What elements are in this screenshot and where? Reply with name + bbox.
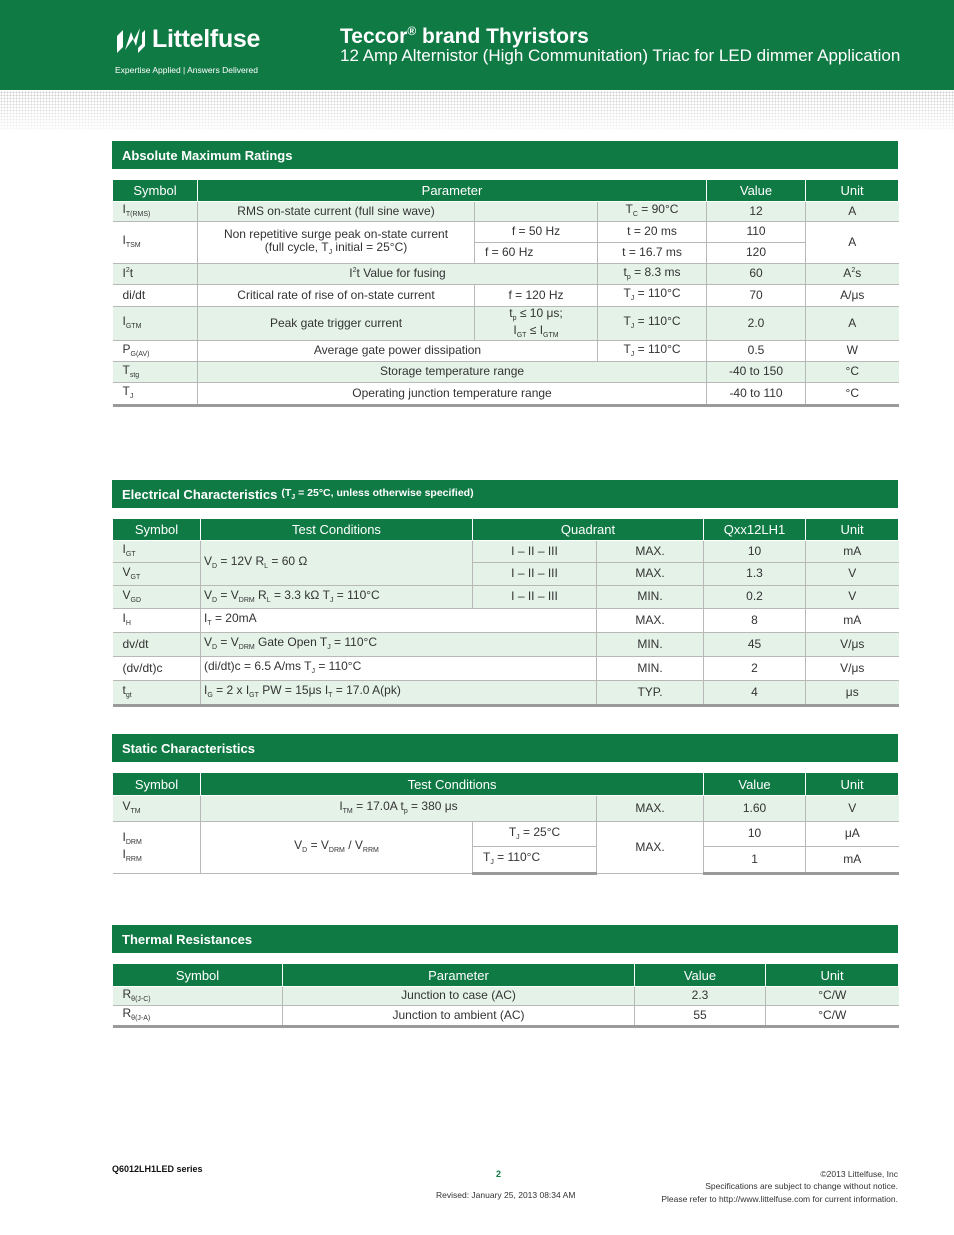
table-row [113, 987, 899, 1006]
table-header-row [113, 964, 899, 987]
unit-cell: V [806, 796, 899, 822]
test-condition-cell: $V_D = V_{DRM} / V_{RRM}$ [201, 822, 473, 874]
condition-cell: t = 20 ms [598, 222, 707, 243]
col-header-value: Value [707, 180, 806, 202]
frequency-cell: f = 60 Hz [475, 243, 598, 264]
unit-cell: μs [806, 681, 899, 706]
footer-series: Q6012LH1LED series [112, 1164, 203, 1174]
unit-cell: °C/W [766, 987, 899, 1006]
table-row [113, 264, 899, 285]
value-cell: 1.60 [704, 796, 806, 822]
symbol-cell: $I_{DRM}$ $I_{RRM}$ [113, 822, 201, 874]
col-header-unit: Unit [806, 519, 899, 541]
section-title-absolute-maximum-ratings: Absolute Maximum Ratings [112, 141, 898, 169]
copyright-text: ©2013 Littelfuse, Inc [820, 1169, 898, 1179]
symbol-cell: $V_{TM}$ [113, 796, 201, 822]
limit-cell: MAX. [597, 796, 704, 822]
value-cell: 2.0 [707, 307, 806, 341]
limit-cell: MAX. [597, 609, 704, 633]
table-row [113, 1006, 899, 1027]
test-condition-cell: $I_{TM} = 17.0A$ $t_p = 380$ μs [201, 796, 597, 822]
col-header-symbol: Symbol [113, 180, 198, 202]
static-characteristics-table [112, 772, 899, 875]
table-row [113, 202, 899, 222]
value-cell: 4 [704, 681, 806, 706]
table-row [113, 796, 899, 822]
page-number: 2 [496, 1169, 502, 1179]
table-row [113, 633, 899, 657]
parameter-cell: Junction to ambient (AC) [283, 1006, 635, 1027]
col-header-test-conditions: Test Conditions [201, 773, 704, 796]
limit-cell: MAX. [597, 541, 704, 563]
condition-cell: $T_J = 110^\circ C$ [598, 341, 707, 362]
refer-text: Please refer to http://www.littelfuse.com for current information. [661, 1193, 898, 1204]
frequency-cell: f = 50 Hz [475, 222, 598, 243]
unit-cell: μA [806, 822, 899, 847]
unit-cell: W [806, 341, 899, 362]
footer-legal [661, 1168, 898, 1205]
logo-tagline: Expertise Applied | Answers Delivered [115, 65, 259, 75]
parameter-cell: Storage temperature range [198, 362, 707, 383]
col-header-test-conditions: Test Conditions [201, 519, 473, 541]
symbol-cell: $I_{TSM}$ [113, 222, 198, 264]
table-row [113, 541, 899, 563]
unit-cell: mA [806, 609, 899, 633]
col-header-value: Value [635, 964, 766, 987]
temperature-cell: $T_J = 25^\circ C$ [473, 822, 597, 847]
value-cell: 2 [704, 657, 806, 681]
symbol-cell: $T_J$ [113, 383, 198, 406]
condition-cell: t = 16.7 ms [598, 243, 707, 264]
test-condition-cell: $V_D = V_{DRM}$ $R_L = 3.3$ kΩ $T_J = 110^\circ C$ [201, 586, 473, 609]
symbol-cell: $I^2t$ [113, 264, 198, 285]
col-header-parameter: Parameter [198, 180, 707, 202]
parameter-cell: Peak gate trigger current [198, 307, 475, 341]
quadrant-cell: I – II – III [473, 586, 597, 609]
condition-cell: $t_p = 8.3$ ms [598, 264, 707, 285]
empty-cell [475, 202, 598, 222]
value-cell: 55 [635, 1006, 766, 1027]
value-cell: 2.3 [635, 987, 766, 1006]
value-cell: 8 [704, 609, 806, 633]
col-header-quadrant: Quadrant [473, 519, 704, 541]
col-header-symbol: Symbol [113, 519, 201, 541]
symbol-cell: $I_{GTM}$ [113, 307, 198, 341]
condition-cell: $T_C = 90^\circ C$ [598, 202, 707, 222]
table-row [113, 383, 899, 406]
littelfuse-logo-icon [114, 26, 148, 56]
parameter-cell: Junction to case (AC) [283, 987, 635, 1006]
value-cell: -40 to 110 [707, 383, 806, 406]
col-header-unit: Unit [766, 964, 899, 987]
unit-cell: V/μs [806, 633, 899, 657]
page-subtitle: 12 Amp Alternistor (High Communitation) Triac for LED dimmer Application [340, 46, 901, 65]
value-cell: 0.5 [707, 341, 806, 362]
table-row [113, 341, 899, 362]
unit-cell: A [806, 307, 899, 341]
revision-date: Revised: January 25, 2013 08:34 AM [436, 1190, 576, 1200]
symbol-cell: $I_{GT}$ [113, 541, 201, 563]
unit-cell: °C/W [766, 1006, 899, 1027]
table-row [113, 822, 899, 847]
test-condition-cell: $V_D = V_{DRM}$ Gate Open $T_J = 110^\circ C$ [201, 633, 597, 657]
unit-cell: $A^2s$ [806, 264, 899, 285]
unit-cell: A [806, 222, 899, 264]
value-cell: 120 [707, 243, 806, 264]
unit-cell: A [806, 202, 899, 222]
limit-cell: MIN. [597, 586, 704, 609]
parameter-cell: Non repetitive surge peak on-state current (full cycle, $T_J$ initial = 25°C) [198, 222, 475, 264]
page-title: Teccor® brand Thyristors [340, 24, 589, 48]
condition-cell: $T_J = 110^\circ C$ [598, 307, 707, 341]
quadrant-cell: I – II – III [473, 541, 597, 563]
limit-cell: MAX. [597, 822, 704, 874]
col-header-part-number: Qxx12LH1 [704, 519, 806, 541]
section-title-static-characteristics: Static Characteristics [112, 734, 898, 762]
table-row [113, 586, 899, 609]
unit-cell: °C [806, 362, 899, 383]
unit-cell: V/μs [806, 657, 899, 681]
col-header-symbol: Symbol [113, 964, 283, 987]
unit-cell: mA [806, 847, 899, 874]
symbol-cell: $t_{gt}$ [113, 681, 201, 706]
test-condition-cell: (di/dt)c = 6.5 A/ms $T_J = 110^\circ C$ [201, 657, 597, 681]
limit-cell: MIN. [597, 657, 704, 681]
test-condition-cell: $I_G = 2$ x $I_{GT}$ PW = 15μs $I_T = 17.0$ A(pk) [201, 681, 597, 706]
limit-cell: MAX. [597, 563, 704, 586]
unit-cell: V [806, 563, 899, 586]
parameter-cell: Operating junction temperature range [198, 383, 707, 406]
absolute-maximum-ratings-table [112, 179, 899, 407]
table-row [113, 285, 899, 307]
symbol-cell: $I_{T(RMS)}$ [113, 202, 198, 222]
unit-cell: °C [806, 383, 899, 406]
condition-cell: $t_p \le 10$ μs; $I_{GT} \le I_{GTM}$ [475, 307, 598, 341]
value-cell: 12 [707, 202, 806, 222]
parameter-cell: Average gate power dissipation [198, 341, 598, 362]
limit-cell: TYP. [597, 681, 704, 706]
table-row [113, 307, 899, 341]
electrical-characteristics-table [112, 518, 899, 707]
dot-pattern-band [0, 91, 954, 131]
parameter-cell: $I^2t$ Value for fusing [198, 264, 598, 285]
unit-cell: A/μs [806, 285, 899, 307]
table-row [113, 362, 899, 383]
table-header-row [113, 180, 899, 202]
col-header-symbol: Symbol [113, 773, 201, 796]
symbol-cell: $P_{G(AV)}$ [113, 341, 198, 362]
value-cell: 10 [704, 541, 806, 563]
table-header-row [113, 773, 899, 796]
value-cell: 1 [704, 847, 806, 874]
test-condition-cell: $V_D = 12V$ $R_L = 60$ Ω [201, 541, 473, 586]
symbol-cell: $V_{GT}$ [113, 563, 201, 586]
thermal-resistances-table [112, 963, 899, 1028]
value-cell: 0.2 [704, 586, 806, 609]
quadrant-cell: I – II – III [473, 563, 597, 586]
parameter-cell: RMS on-state current (full sine wave) [198, 202, 475, 222]
table-header-row [113, 519, 899, 541]
value-cell: 45 [704, 633, 806, 657]
value-cell: 70 [707, 285, 806, 307]
col-header-parameter: Parameter [283, 964, 635, 987]
symbol-cell: $R_{\theta(J-C)}$ [113, 987, 283, 1006]
col-header-unit: Unit [806, 180, 899, 202]
col-header-unit: Unit [806, 773, 899, 796]
section-title-thermal-resistances: Thermal Resistances [112, 925, 898, 953]
col-header-value: Value [704, 773, 806, 796]
notice-text: Specifications are subject to change without notice. [705, 1181, 898, 1192]
symbol-cell: $R_{\theta(J-A)}$ [113, 1006, 283, 1027]
temperature-cell: $T_J = 110^\circ C$ [473, 847, 597, 874]
symbol-cell: $T_{stg}$ [113, 362, 198, 383]
unit-cell: mA [806, 541, 899, 563]
value-cell: 60 [707, 264, 806, 285]
table-row [113, 222, 899, 243]
parameter-cell: Critical rate of rise of on-state current [198, 285, 475, 307]
value-cell: 10 [704, 822, 806, 847]
condition-cell: $T_J = 110^\circ C$ [598, 285, 707, 307]
symbol-cell: dv/dt [113, 633, 201, 657]
value-cell: -40 to 150 [707, 362, 806, 383]
table-row [113, 657, 899, 681]
frequency-cell: f = 120 Hz [475, 285, 598, 307]
symbol-cell: $V_{GD}$ [113, 586, 201, 609]
table-row [113, 609, 899, 633]
page-header [0, 0, 954, 90]
logo-wordmark: Littelfuse [152, 25, 261, 53]
test-condition-cell: $I_T = 20mA$ [201, 609, 597, 633]
symbol-cell: $I_H$ [113, 609, 201, 633]
table-row [113, 681, 899, 706]
symbol-cell: (dv/dt)c [113, 657, 201, 681]
value-cell: 1.3 [704, 563, 806, 586]
value-cell: 110 [707, 222, 806, 243]
limit-cell: MIN. [597, 633, 704, 657]
unit-cell: V [806, 586, 899, 609]
section-title-electrical-characteristics: Electrical Characteristics ($T_J = 25^\circ C$, unless otherwise specified) [112, 480, 898, 508]
symbol-cell: di/dt [113, 285, 198, 307]
